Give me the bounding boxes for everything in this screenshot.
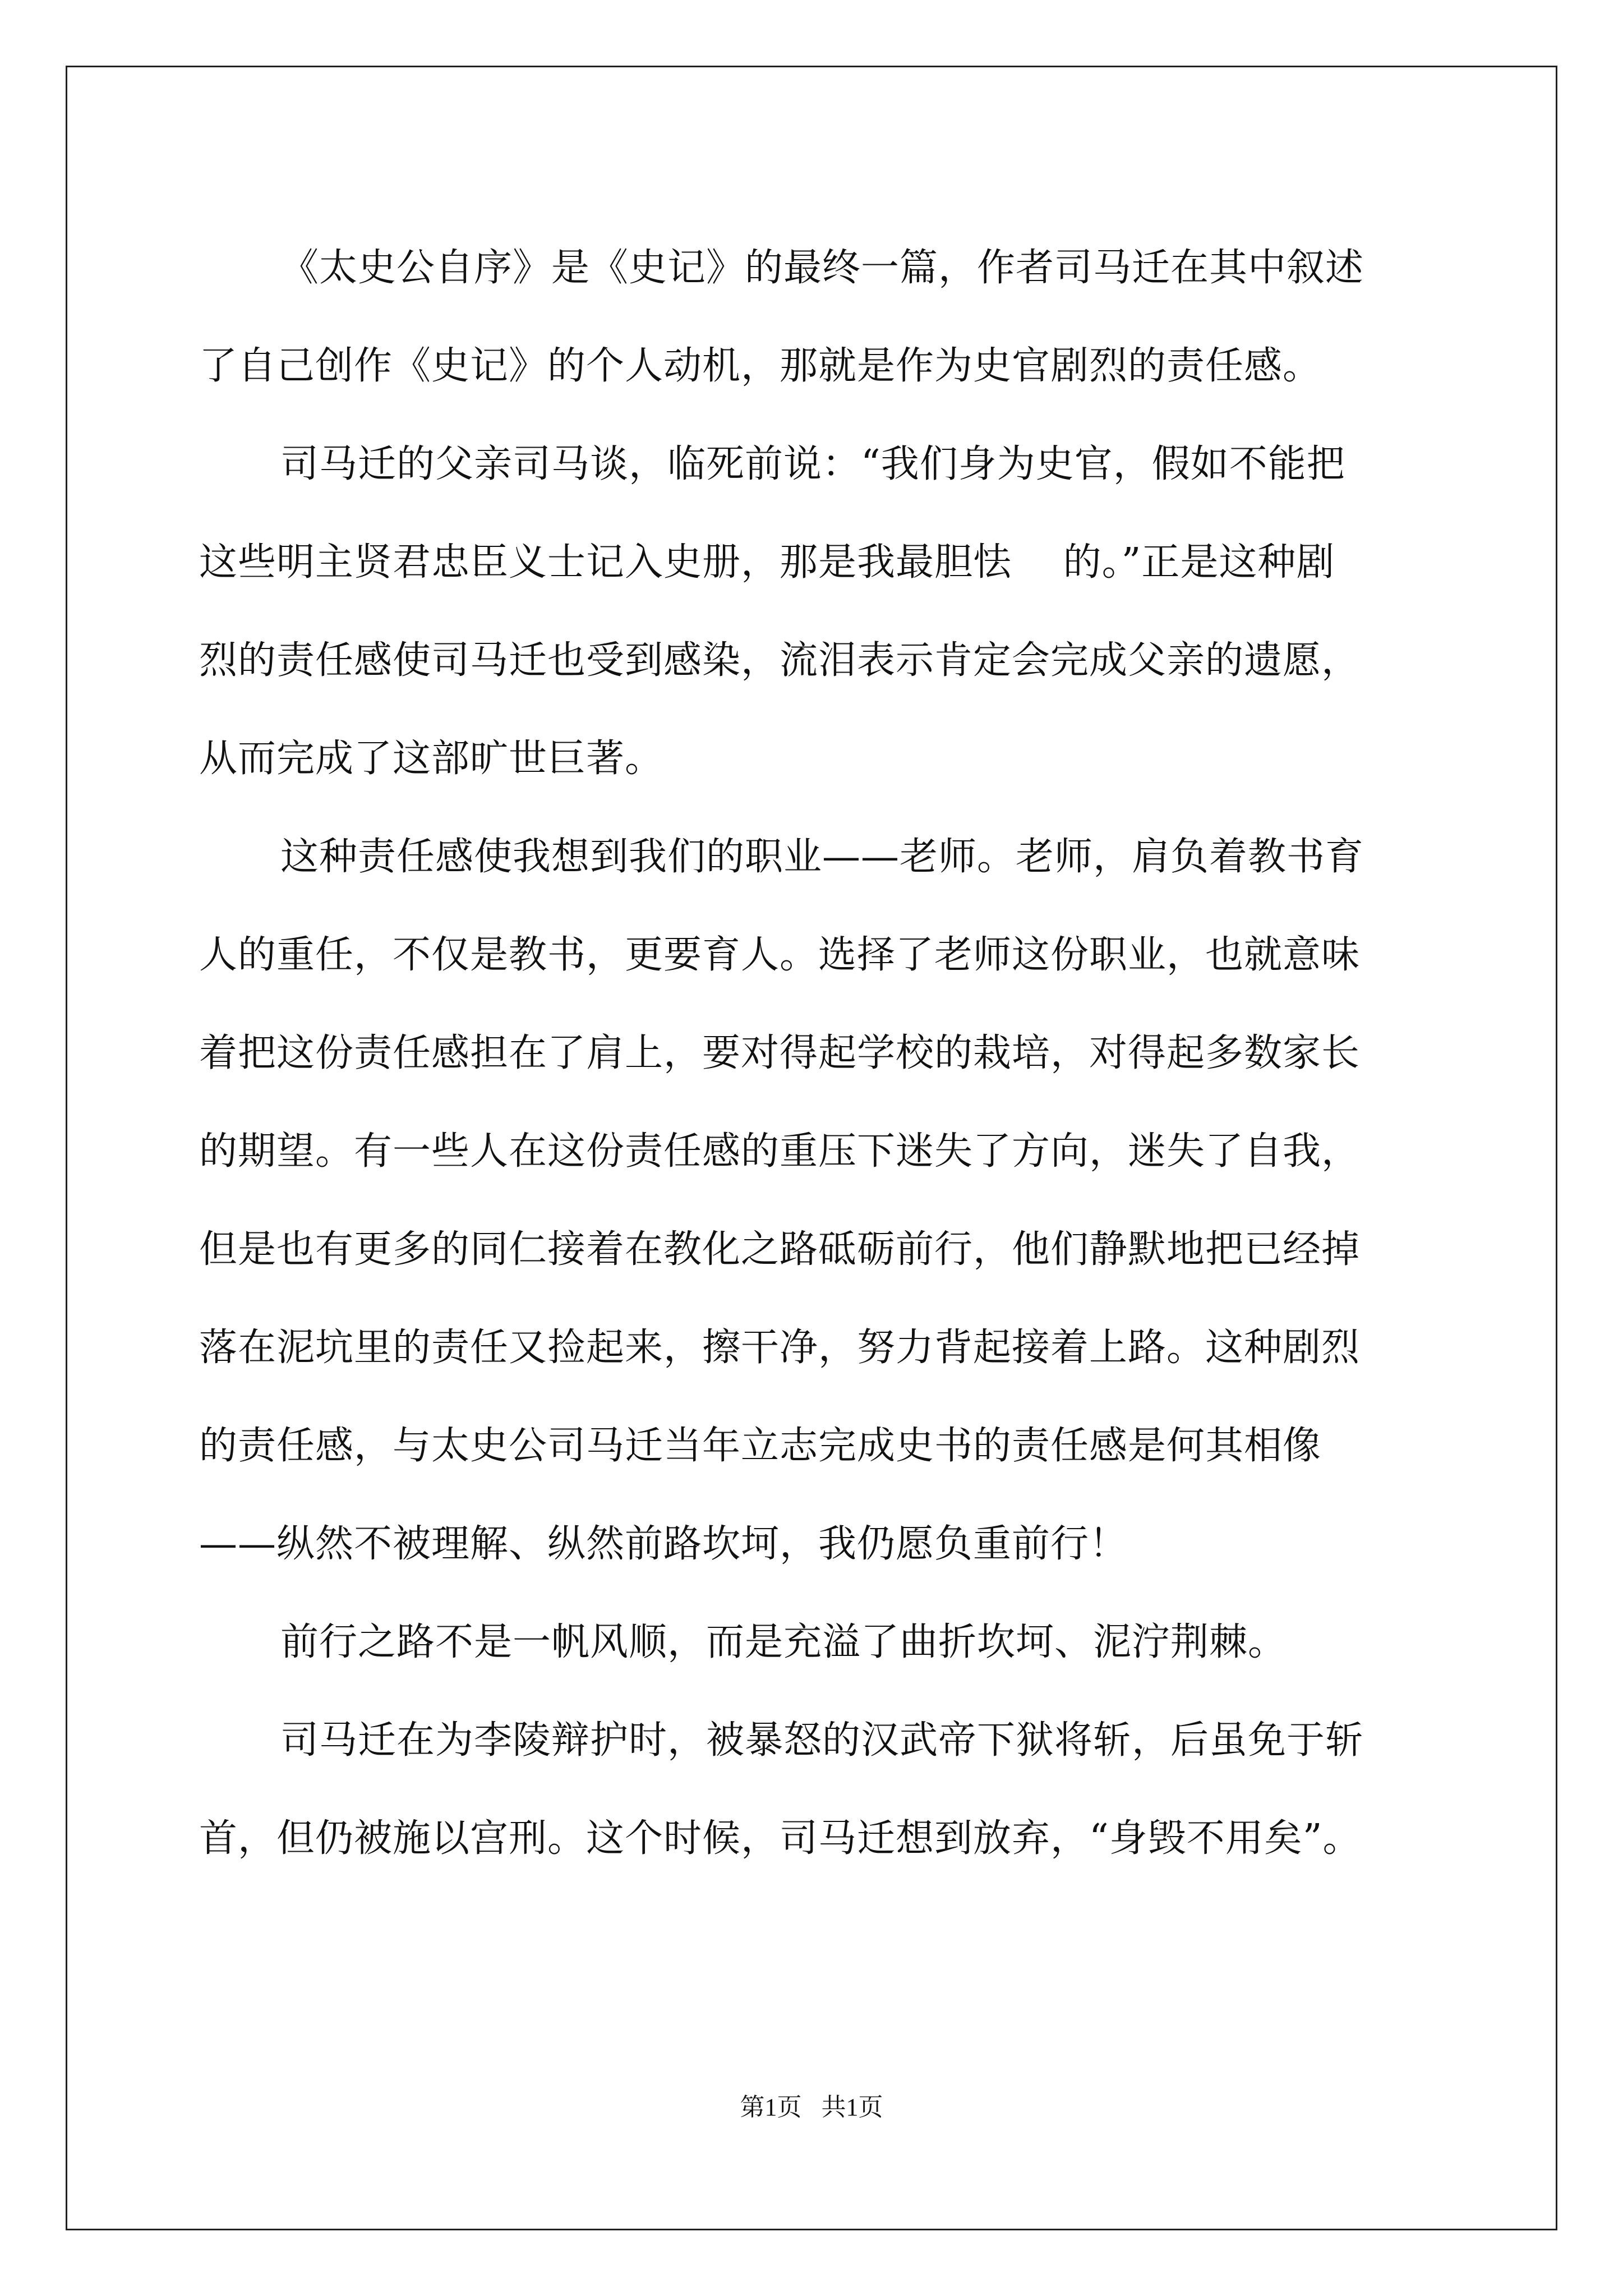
text-line: 的期望。有一些人在这份责任感的重压下迷失了方向，迷失了自我， bbox=[199, 1129, 1361, 1174]
text-line: 落在泥坑里的责任又捡起来，擦干净，努力背起接着上路。这种剧烈 bbox=[199, 1326, 1361, 1370]
page-number: 第1页 bbox=[740, 2093, 802, 2121]
text-line: 这种责任感使我想到我们的职业——老师。老师，肩负着教书育 bbox=[280, 835, 1364, 879]
paragraph bbox=[199, 415, 1433, 808]
text-line: 从而完成了这部旷世巨著。 bbox=[199, 737, 664, 781]
text-line: 《太史公自序》是《史记》的最终一篇，作者司马迁在其中叙述 bbox=[280, 246, 1364, 290]
text-line: 着把这份责任感担在了肩上，要对得起学校的栽培，对得起多数家长 bbox=[199, 1031, 1361, 1075]
text-line: 前行之路不是一帆风顺，而是充溢了曲折坎坷、泥泞荆棘。 bbox=[280, 1620, 1287, 1664]
text-line: 烈的责任感使司马迁也受到感染，流泪表示肯定会完成父亲的遗愿， bbox=[199, 638, 1361, 683]
paragraph bbox=[199, 219, 1433, 415]
text-line: 司马迁在为李陵辩护时，被暴怒的汉武帝下狱将斩，后虽免于斩 bbox=[280, 1718, 1364, 1763]
page-footer bbox=[0, 2087, 1623, 2123]
text-line: 但是也有更多的同仁接着在教化之路砥砺前行，他们静默地把已经掉 bbox=[199, 1227, 1361, 1272]
paragraph bbox=[199, 1593, 1433, 1691]
text-line: 首，但仍被施以宫刑。这个时候，司马迁想到放弃，“身毁不用矣”。 bbox=[199, 1816, 1362, 1861]
paragraph bbox=[199, 1691, 1433, 1888]
text-line: 人的重任，不仅是教书，更要育人。选择了老师这份职业，也就意味 bbox=[199, 933, 1361, 977]
text-line: 了自己创作《史记》的个人动机，那就是作为史官剧烈的责任感。 bbox=[199, 344, 1322, 388]
page-total: 共1页 bbox=[821, 2093, 883, 2121]
paragraph bbox=[199, 808, 1433, 1593]
text-line: ——纵然不被理解、纵然前路坎坷，我仍愿负重前行！ bbox=[199, 1522, 1128, 1566]
text-line: 这些明主贤君忠臣义士记入史册，那是我最胆怯 的。”正是这种剧 bbox=[199, 540, 1335, 585]
document-body bbox=[199, 219, 1433, 1888]
text-line: 的责任感，与太史公司马迁当年立志完成史书的责任感是何其相像 bbox=[199, 1424, 1322, 1468]
text-line: 司马迁的父亲司马谈，临死前说：“我们身为史官，假如不能把 bbox=[280, 442, 1345, 486]
